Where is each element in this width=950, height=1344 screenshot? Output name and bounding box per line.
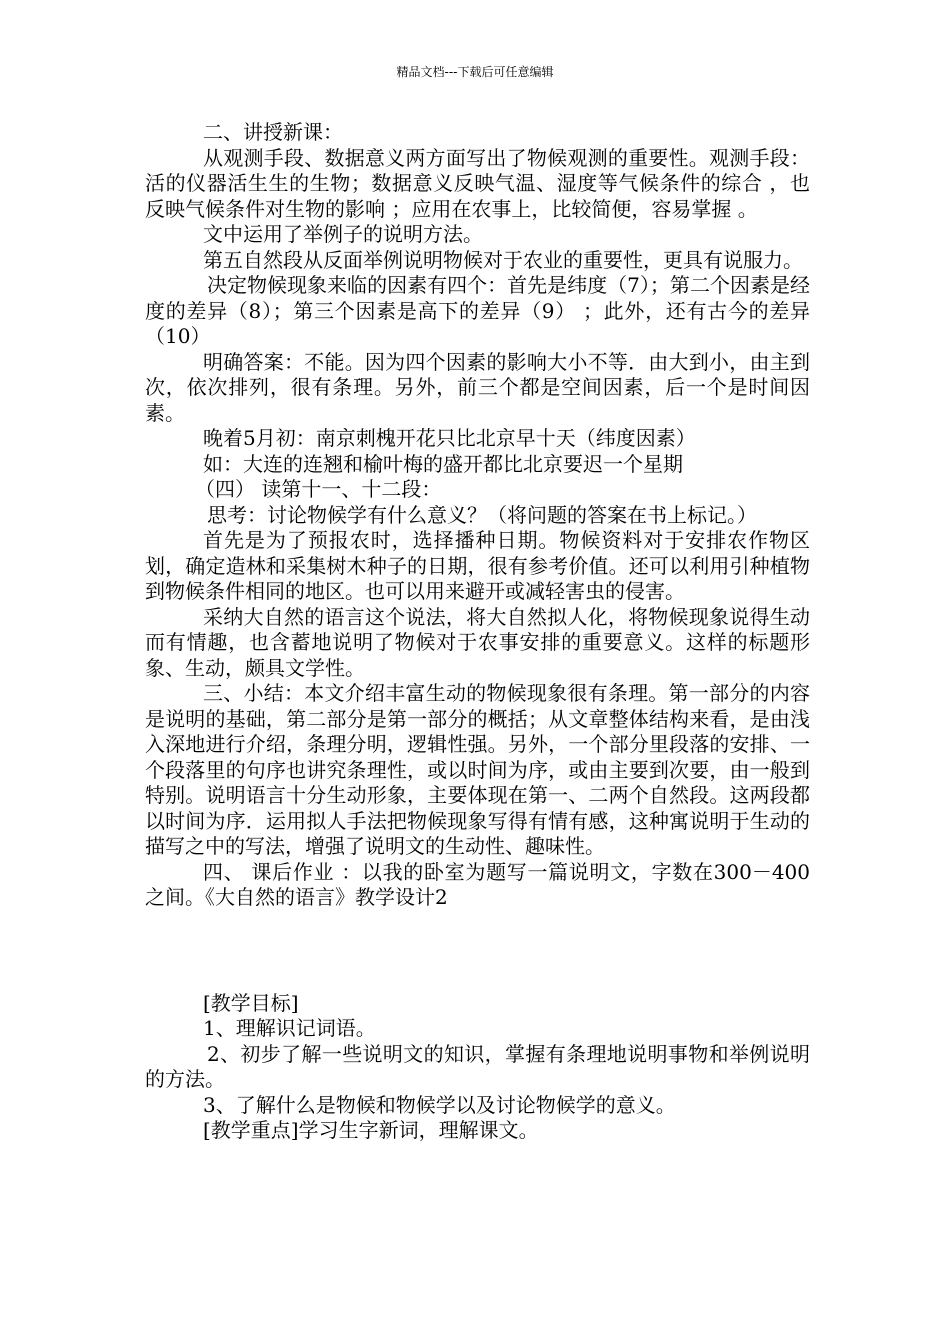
page-header: 精品文档---下载后可任意编辑: [396, 65, 554, 79]
paragraph-method: 文中运用了举例子的说明方法。: [203, 222, 483, 246]
paragraph-think: 思考：讨论物候学有什么意义？（将问题的答案在书上标记。）: [207, 502, 757, 527]
paragraph-significance: 首先是为了预报农时，选择播种日期。物候资料对于安排农作物区划，确定造林和采集树木种子的日期，很有参考价值。还可以利用引种植物到物候条件相同的地区。也可以用来避开或减轻害虫的侵害。: [145, 528, 810, 603]
section-heading-goals: [教学目标]: [203, 990, 299, 1015]
paragraph-homework: 四、 课后作业 ：以我的卧室为题写一篇说明文，字数在300－400之间。《大自然的语言》教学设计2: [145, 859, 810, 909]
spacer: [145, 911, 810, 991]
section-heading-lecture: 二、讲授新课：: [203, 120, 343, 144]
paragraph-fifth-section: 第五自然段从反面举例说明物候对于农业的重要性，更具有说服力。: [203, 247, 803, 272]
goal-item-2: 2、初步了解一些说明文的知识，掌握有条理地说明事物和举例说明的方法。: [145, 1041, 810, 1091]
document-body: [145, 120, 810, 1144]
teaching-focus: [教学重点]学习生字新词，理解课文。: [203, 1118, 539, 1142]
paragraph-example-nanjing: 晚着5月初：南京刺槐开花只比北京早十天（纬度因素）: [203, 426, 696, 450]
paragraph-factors: 决定物候现象来临的因素有四个：首先是纬度（7）；第二个因素是经度的差异（8）；第三个因素是高下的差异（9） ；此外，还有古今的差异（10）: [145, 273, 810, 348]
goal-item-3: 3、了解什么是物候和物候学以及讨论物候学的意义。: [203, 1092, 676, 1117]
paragraph-observation: 从观测手段、数据意义两方面写出了物候观测的重要性。观测手段：活的仪器活生生的生物；数据意义反映气温、湿度等气候条件的综合 ，也反映气候条件对生物的影响 ；应用在农事上，比较简便，容易掌握 。: [145, 145, 810, 221]
paragraph-summary: 三、小结：本文介绍丰富生动的物候现象很有条理。第一部分的内容是说明的基础，第二部分是第一部分的概括；从文章整体结构来看，是由浅入深地进行介绍，条理分明，逻辑性强。另外，一个部分里段落的安排、一个段落里的句序也讲究条理性，或以时间为序，或由主要到次要，由一般到特别。说明语言十分生动形象，主要体现在第一、二两个自然段。这两段都以时间为序．运用拟人手法把物候现象写得有情有感，这种寓说明于生动的描写之中的写法，增强了说明文的生动性、趣味性。: [145, 681, 810, 858]
goal-item-1: 1、理解识记词语。: [203, 1016, 376, 1040]
paragraph-title-meaning: 采纳大自然的语言这个说法，将大自然拟人化，将物候现象说得生动而有情趣，也含蓄地说明了物候对于农事安排的重要意义。这样的标题形象、生动，颇具文学性。: [145, 604, 810, 680]
paragraph-answer: 明确答案：不能。因为四个因素的影响大小不等．由大到小，由主到次，依次排列，很有条理。另外，前三个都是空间因素，后一个是时间因素。: [145, 349, 810, 425]
paragraph-example-dalian: 如：大连的连翘和榆叶梅的盛开都比北京要迟一个星期: [203, 451, 683, 476]
paragraph-read-sections: （四） 读第十一、十二段：: [195, 477, 442, 501]
